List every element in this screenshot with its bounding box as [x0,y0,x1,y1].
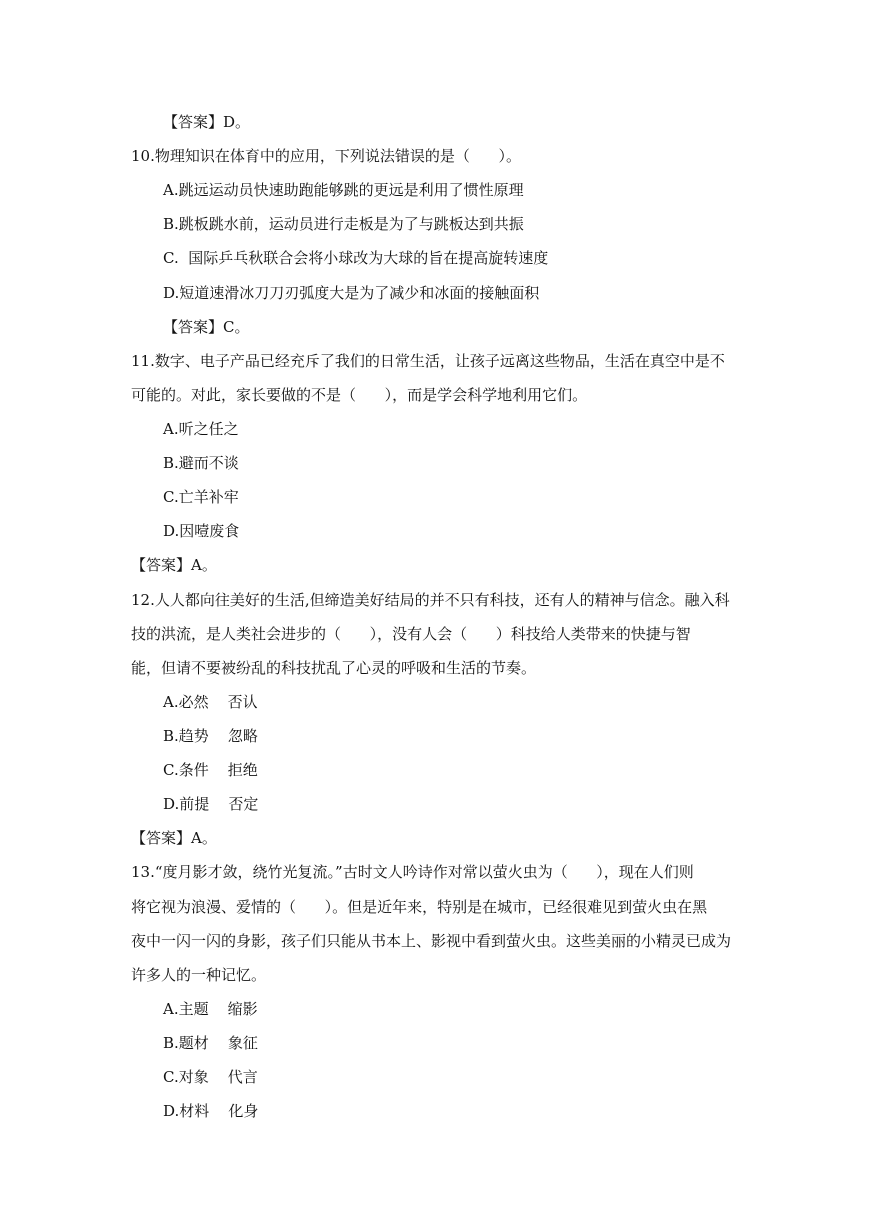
option-d: D.短道速滑冰刀刀刃弧度大是为了减少和冰面的接触面积 [163,284,540,302]
option-a: A.跳远运动员快速助跑能够跳的更远是利用了惯性原理 [163,181,524,199]
option-d: D.前提 否定 [163,795,259,813]
question-10: 10.物理知识在体育中的应用，下列说法错误的是（ ）。 [131,147,521,165]
option-a: A.主题 缩影 [163,1000,258,1018]
option-a: A.听之任之 [163,420,239,438]
answer-line: 【答案】C。 [163,318,250,336]
option-a: A.必然 否认 [163,693,258,711]
question-13-continued: 将它视为浪漫、爱情的（ ）。但是近年来，特别是在城市，已经很难见到萤火虫在黑 [131,898,708,916]
question-12-continued: 能，但请不要被纷乱的科技扰乱了心灵的呼吸和生活的节奏。 [131,659,537,677]
question-11: 11.数字、电子产品已经充斥了我们的日常生活，让孩子远离这些物品，生活在真空中是不 [131,352,725,370]
answer-line: 【答案】D。 [163,113,251,131]
question-12: 12.人人都向往美好的生活,但缔造美好结局的并不只有科技，还有人的精神与信念。融入科 [131,591,730,609]
option-d: D.因噎废食 [163,522,240,540]
option-c: C.亡羊补牢 [163,488,239,506]
option-c: C.条件 拒绝 [163,761,258,779]
question-13-continued: 夜中一闪一闪的身影，孩子们只能从书本上、影视中看到萤火虫。这些美丽的小精灵已成为 [131,932,732,950]
question-13-continued: 许多人的一种记忆。 [131,966,267,984]
question-12-continued: 技的洪流，是人类社会进步的（ ），没有人会（ ）科技给人类带来的快捷与智 [131,625,691,643]
question-11-continued: 可能的。对此，家长要做的不是（ ），而是学会科学地利用它们。 [131,386,588,404]
question-13: 13.“度月影才敛，绕竹光复流。”古时文人吟诗作对常以萤火虫为（ ），现在人们则 [131,863,694,881]
option-d: D.材料 化身 [163,1102,259,1120]
option-c: C. 国际乒乓秋联合会将小球改为大球的旨在提高旋转速度 [163,249,549,267]
option-b: B.避而不谈 [163,454,239,472]
option-b: B.趋势 忽略 [163,727,258,745]
answer-line: 【答案】A。 [131,556,217,574]
answer-line: 【答案】A。 [131,829,217,847]
option-b: B.题材 象征 [163,1034,258,1052]
option-b: B.跳板跳水前，运动员进行走板是为了与跳板达到共振 [163,215,524,233]
option-c: C.对象 代言 [163,1068,258,1086]
